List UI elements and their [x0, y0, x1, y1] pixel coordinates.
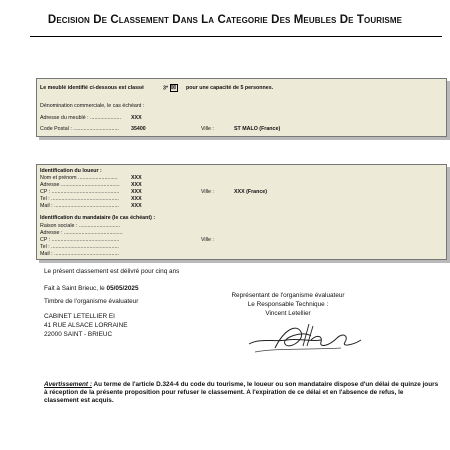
- representative-title: Représentant de l'organisme évaluateur: [231, 292, 345, 299]
- loueur-cp-label: CP : ..............................................: [40, 189, 120, 195]
- loueur-city-label: Ville :: [201, 189, 214, 195]
- denomination-label: Dénomination commerciale, le cas échéant :: [40, 103, 145, 109]
- loueur-name-value: XXX: [131, 175, 142, 181]
- representative-name: Vincent Letellier: [265, 310, 311, 317]
- capacity-text: pour une capacité de 5 personnes.: [186, 85, 274, 91]
- mandataire-city-label: Ville :: [201, 237, 214, 243]
- handwritten-signature: [245, 318, 365, 358]
- address-value: XXX: [131, 115, 142, 121]
- validity-statement: Le présent classement est délivré pour cinq ans: [44, 268, 180, 275]
- warning-text: Au terme de l'article D.324-4 du code du tourisme, le loueur ou son mandataire dispose d'un délai de quinze jours à réception de la présente proposition pour refuser le classement. A l'expiration de ce délai et en l'absence de refus, le classement est acquis.: [44, 381, 439, 404]
- page-title: Decision De Classement Dans La Categorie Des Meubles De Tourisme: [47, 14, 403, 26]
- postal-code-label: Code Postal : ...............................: [40, 126, 119, 132]
- postal-code-value: 35400: [131, 126, 146, 132]
- loueur-address-label: Adresse ........................................: [40, 182, 120, 188]
- signed-place-date: [44, 285, 139, 292]
- mandataire-tel-label: Tel : ..............................................: [40, 244, 119, 250]
- loueur-tel-label: Tel : ..............................................: [40, 196, 119, 202]
- mandataire-cp-label: CP : ..............................................: [40, 237, 120, 243]
- loueur-mail-label: Mail : ............................................: [40, 203, 119, 209]
- mandataire-address-label: Adresse : ........................................: [40, 230, 123, 236]
- city-label: Ville :: [201, 126, 214, 132]
- checked-box-icon: ☒: [171, 85, 176, 91]
- city-value: ST MALO (France): [234, 126, 281, 132]
- signed-place-text: Fait à Saint Brieuc, le: [44, 285, 105, 292]
- star-rating-value: 3*: [163, 85, 169, 92]
- signed-date: 05/05/2025: [106, 285, 139, 292]
- company-city: 22000 SAINT - BRIEUC: [44, 331, 113, 338]
- loueur-heading: Identification du loueur :: [40, 168, 102, 174]
- title-underline: [30, 36, 442, 37]
- loueur-cp-value: XXX: [131, 189, 142, 195]
- loueur-name-label: Nom et prénom ...........................: [40, 175, 118, 181]
- mandataire-mail-label: Mail : ............................................: [40, 251, 119, 257]
- company-street: 41 RUE ALSACE LORRAINE: [44, 322, 128, 329]
- address-label: Adresse du meublé : .....................: [40, 115, 121, 121]
- warning-notice: [44, 381, 439, 405]
- stamp-label: Timbre de l'organisme évaluateur: [44, 298, 139, 305]
- representative-role: Le Responsable Technique :: [247, 301, 329, 308]
- warning-label: Avertissement :: [44, 381, 92, 388]
- loueur-mail-value: XXX: [131, 203, 142, 209]
- classification-intro: Le meublé identifié ci-dessous est classé: [40, 85, 144, 91]
- star-rating: [163, 84, 178, 92]
- mandataire-company-label: Raison sociale : ............................: [40, 223, 121, 229]
- loueur-tel-value: XXX: [131, 196, 142, 202]
- loueur-address-value: XXX: [131, 182, 142, 188]
- company-name: CABINET LETELLIER EI: [44, 313, 115, 320]
- loueur-city-value: XXX (France): [234, 189, 267, 195]
- mandataire-heading: Identification du mandataire (le cas échéant) :: [40, 215, 156, 221]
